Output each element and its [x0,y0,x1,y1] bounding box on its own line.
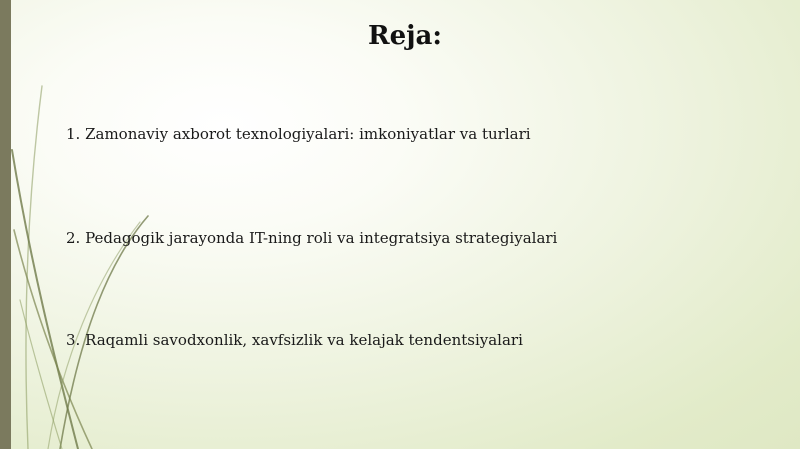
plan-item-2: 2. Pedagogik jarayonda IT-ning roli va integratsiya strategiyalari [66,229,558,247]
plan-item-1: 1. Zamonaviy axborot texnologiyalari: imkoniyatlar va turlari [66,125,531,143]
slide-title: Reja: [367,21,442,51]
plan-item-3: 3. Raqamli savodxonlik, xavfsizlik va kelajak tendentsiyalari [66,331,523,349]
